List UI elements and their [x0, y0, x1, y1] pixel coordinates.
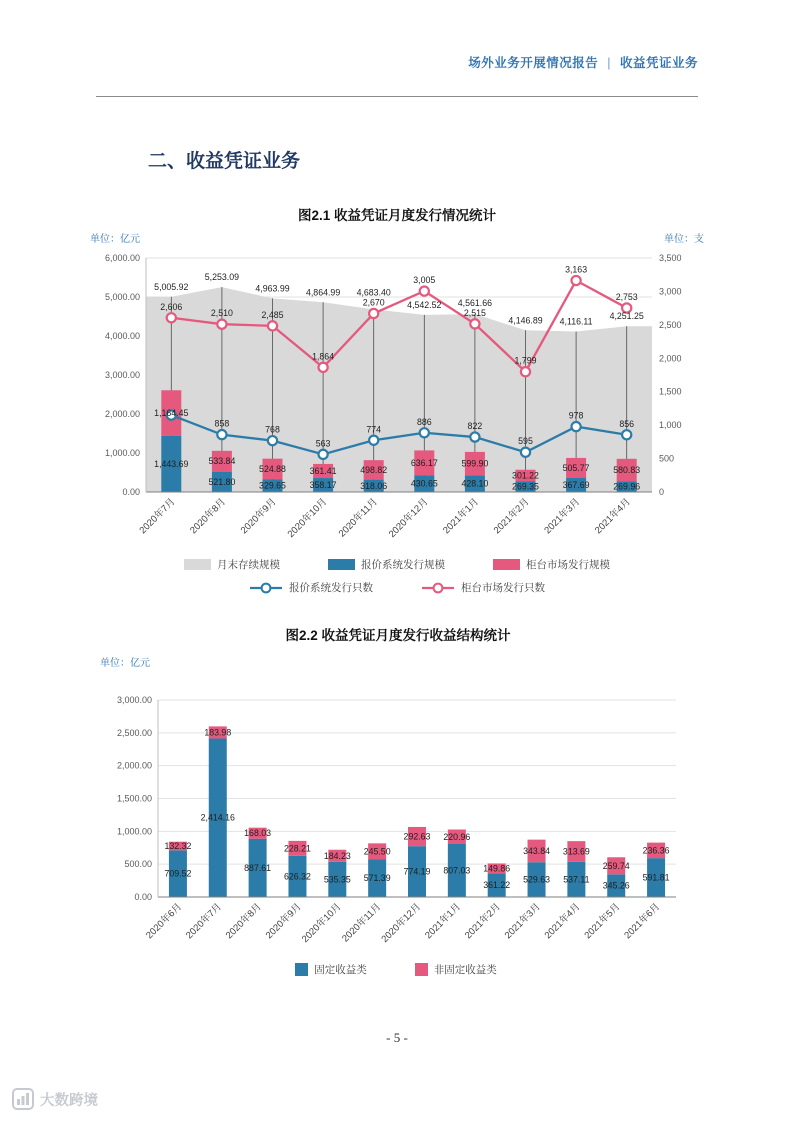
svg-text:2020年11月: 2020年11月 — [340, 901, 384, 945]
svg-text:0: 0 — [659, 487, 665, 497]
svg-text:595: 595 — [518, 436, 533, 447]
svg-text:524.88: 524.88 — [259, 463, 286, 474]
svg-text:单位：支: 单位：支 — [664, 234, 704, 245]
header-rule — [96, 96, 698, 97]
svg-text:1,164.45: 1,164.45 — [154, 407, 189, 418]
issuance-chart-legend — [86, 557, 708, 603]
svg-text:361.22: 361.22 — [483, 880, 511, 891]
svg-text:149.86: 149.86 — [483, 863, 511, 874]
svg-text:2,670: 2,670 — [362, 297, 385, 308]
svg-text:709.52: 709.52 — [164, 868, 192, 879]
svg-text:367.69: 367.69 — [562, 479, 590, 490]
legend-item — [415, 962, 497, 977]
svg-text:2021年3月: 2021年3月 — [542, 496, 583, 537]
svg-text:329.65: 329.65 — [259, 480, 286, 491]
svg-text:2,485: 2,485 — [261, 309, 284, 320]
svg-text:2021年4月: 2021年4月 — [542, 901, 583, 942]
svg-text:2021年2月: 2021年2月 — [491, 496, 532, 537]
legend-swatch-icon — [295, 963, 308, 976]
svg-text:313.69: 313.69 — [562, 846, 590, 857]
svg-text:361.41: 361.41 — [309, 465, 337, 476]
svg-text:580.83: 580.83 — [613, 465, 641, 476]
svg-text:2020年12月: 2020年12月 — [386, 496, 431, 540]
svg-text:184.23: 184.23 — [323, 850, 351, 861]
svg-text:2,000.00: 2,000.00 — [116, 760, 152, 771]
page-number: - 5 - — [386, 1030, 408, 1045]
legend-item — [184, 557, 280, 572]
report-header — [468, 53, 698, 71]
svg-text:2,515: 2,515 — [463, 307, 486, 318]
legend-item — [295, 962, 367, 977]
header-title-left: 场外业务开展情况报告 — [468, 56, 599, 70]
issuance-combo-chart — [86, 228, 708, 568]
svg-text:2020年8月: 2020年8月 — [223, 901, 264, 942]
svg-text:858: 858 — [214, 418, 230, 429]
legend-swatch-icon — [184, 559, 211, 570]
svg-text:183.98: 183.98 — [204, 727, 232, 738]
svg-text:269.96: 269.96 — [613, 481, 641, 492]
legend-label: 柜台市场发行规模 — [526, 559, 610, 571]
svg-text:571.39: 571.39 — [363, 873, 391, 884]
svg-text:2020年7月: 2020年7月 — [137, 496, 178, 537]
svg-text:599.90: 599.90 — [461, 458, 489, 469]
svg-text:537.11: 537.11 — [563, 874, 590, 885]
svg-text:2020年12月: 2020年12月 — [379, 901, 424, 945]
svg-text:886: 886 — [416, 416, 432, 427]
svg-text:4,561.66: 4,561.66 — [457, 297, 493, 308]
svg-text:2021年1月: 2021年1月 — [423, 901, 463, 942]
svg-text:2021年5月: 2021年5月 — [582, 901, 623, 942]
svg-text:500.00: 500.00 — [124, 859, 152, 870]
svg-text:2020年7月: 2020年7月 — [183, 901, 224, 942]
svg-text:345.26: 345.26 — [602, 880, 630, 891]
svg-text:228.21: 228.21 — [284, 843, 311, 854]
svg-text:220.96: 220.96 — [443, 831, 471, 842]
legend-label: 报价系统发行只数 — [289, 582, 373, 594]
svg-text:0.00: 0.00 — [134, 892, 152, 902]
svg-text:535.35: 535.35 — [323, 874, 351, 885]
svg-text:4,542.52: 4,542.52 — [407, 299, 442, 310]
svg-text:245.50: 245.50 — [363, 846, 391, 857]
svg-text:6,000.00: 6,000.00 — [104, 253, 140, 263]
legend-swatch-icon — [415, 963, 428, 976]
svg-text:498.82: 498.82 — [360, 464, 388, 475]
legend-label: 月末存续规模 — [217, 559, 280, 571]
svg-text:978: 978 — [568, 410, 584, 421]
svg-text:292.63: 292.63 — [403, 831, 431, 842]
svg-text:4,146.89: 4,146.89 — [508, 315, 543, 326]
svg-text:1,500: 1,500 — [659, 386, 682, 397]
svg-text:2020年6月: 2020年6月 — [144, 901, 185, 942]
svg-text:3,163: 3,163 — [565, 264, 588, 275]
svg-text:5,000.00: 5,000.00 — [104, 292, 140, 302]
svg-text:2,414.16: 2,414.16 — [200, 812, 235, 823]
svg-text:2020年9月: 2020年9月 — [238, 496, 279, 537]
svg-text:500: 500 — [659, 453, 675, 464]
svg-text:4,000.00: 4,000.00 — [104, 331, 140, 341]
legend-item — [328, 557, 445, 572]
svg-text:2,606: 2,606 — [160, 301, 183, 312]
legend-row — [96, 962, 696, 977]
svg-text:2020年8月: 2020年8月 — [188, 496, 229, 537]
svg-text:856: 856 — [619, 418, 635, 429]
svg-text:2020年11月: 2020年11月 — [336, 496, 380, 540]
svg-text:521.80: 521.80 — [208, 476, 236, 487]
section-title: 二、收益凭证业务 — [148, 151, 301, 172]
watermark-text: 大数跨境 — [40, 1092, 98, 1109]
svg-text:4,683.40: 4,683.40 — [356, 287, 391, 298]
svg-text:0.00: 0.00 — [122, 487, 140, 497]
svg-text:236.36: 236.36 — [642, 845, 670, 856]
svg-text:2,500.00: 2,500.00 — [116, 727, 152, 738]
header-separator: | — [607, 56, 611, 70]
svg-text:1,799: 1,799 — [514, 355, 537, 366]
legend-label: 报价系统发行规模 — [361, 559, 445, 571]
svg-text:343.84: 343.84 — [523, 845, 550, 856]
svg-text:822: 822 — [467, 421, 483, 432]
svg-text:1,000.00: 1,000.00 — [116, 826, 152, 837]
legend-item — [493, 557, 610, 572]
svg-text:132.32: 132.32 — [164, 841, 192, 852]
legend-row — [86, 557, 708, 572]
svg-text:1,443.69: 1,443.69 — [154, 458, 189, 469]
legend-item — [421, 580, 545, 595]
svg-text:3,000.00: 3,000.00 — [104, 370, 140, 380]
income-structure-legend — [96, 962, 696, 985]
svg-text:2,000.00: 2,000.00 — [104, 409, 140, 419]
svg-text:563: 563 — [315, 438, 331, 449]
svg-text:768: 768 — [265, 424, 280, 435]
svg-text:269.35: 269.35 — [512, 481, 539, 492]
watermark — [12, 1088, 98, 1110]
svg-text:301.22: 301.22 — [512, 470, 539, 481]
svg-text:3,000.00: 3,000.00 — [116, 695, 152, 705]
svg-text:3,005: 3,005 — [413, 275, 436, 286]
legend-label: 固定收益类 — [314, 964, 367, 976]
svg-text:2020年10月: 2020年10月 — [299, 901, 344, 945]
svg-text:4,963.99: 4,963.99 — [255, 283, 290, 294]
svg-text:1,000: 1,000 — [659, 420, 682, 431]
svg-text:430.65: 430.65 — [410, 478, 438, 489]
chart1-title: 图2.1 收益凭证月度发行情况统计 — [297, 208, 497, 223]
legend-line-marker-icon — [249, 582, 283, 594]
legend-swatch-icon — [328, 559, 355, 570]
svg-text:2,510: 2,510 — [210, 308, 233, 319]
svg-text:2021年3月: 2021年3月 — [502, 901, 543, 942]
legend-line-marker-icon — [421, 582, 455, 594]
svg-text:2021年2月: 2021年2月 — [462, 901, 503, 942]
svg-text:单位：亿元: 单位：亿元 — [100, 658, 150, 669]
watermark-logo-icon — [12, 1088, 34, 1110]
legend-swatch-icon — [493, 559, 520, 570]
svg-text:单位：亿元: 单位：亿元 — [90, 234, 140, 245]
svg-text:5,253.09: 5,253.09 — [204, 272, 240, 283]
svg-text:591.81: 591.81 — [642, 872, 670, 883]
legend-row — [86, 580, 708, 595]
svg-text:533.84: 533.84 — [208, 456, 236, 467]
svg-text:428.10: 428.10 — [461, 478, 489, 489]
header-title-right: 收益凭证业务 — [619, 56, 698, 70]
svg-text:4,864.99: 4,864.99 — [305, 287, 341, 298]
svg-text:1,500.00: 1,500.00 — [116, 793, 152, 804]
svg-text:2021年6月: 2021年6月 — [622, 901, 663, 942]
svg-text:168.03: 168.03 — [244, 828, 272, 839]
svg-text:2020年9月: 2020年9月 — [263, 901, 304, 942]
svg-text:529.63: 529.63 — [523, 874, 550, 885]
svg-text:259.74: 259.74 — [602, 860, 630, 871]
svg-text:4,251.25: 4,251.25 — [609, 311, 644, 322]
svg-text:1,864: 1,864 — [312, 351, 335, 362]
svg-text:636.17: 636.17 — [410, 457, 438, 468]
svg-text:3,500: 3,500 — [659, 253, 682, 263]
svg-text:318.06: 318.06 — [360, 480, 388, 491]
svg-text:4,116.11: 4,116.11 — [559, 316, 593, 327]
svg-text:5,005.92: 5,005.92 — [154, 281, 189, 292]
svg-text:358.17: 358.17 — [309, 480, 337, 491]
svg-text:1,000.00: 1,000.00 — [104, 448, 140, 458]
svg-text:774: 774 — [366, 424, 382, 435]
svg-text:3,000: 3,000 — [659, 286, 682, 297]
svg-text:2020年10月: 2020年10月 — [285, 496, 330, 540]
svg-text:887.61: 887.61 — [244, 862, 272, 873]
svg-text:2,000: 2,000 — [659, 353, 682, 364]
svg-text:505.77: 505.77 — [562, 462, 590, 473]
svg-text:626.32: 626.32 — [284, 871, 311, 882]
svg-text:2021年4月: 2021年4月 — [592, 496, 633, 537]
svg-text:2,500: 2,500 — [659, 319, 682, 330]
svg-text:807.03: 807.03 — [443, 865, 471, 876]
income-structure-chart — [96, 652, 696, 964]
legend-label: 非固定收益类 — [433, 964, 497, 976]
svg-text:2021年1月: 2021年1月 — [441, 496, 482, 537]
legend-item — [249, 580, 373, 595]
legend-label: 柜台市场发行只数 — [461, 582, 545, 594]
chart2-title: 图2.2 收益凭证月度发行收益结构统计 — [285, 628, 511, 643]
svg-text:774.19: 774.19 — [403, 866, 431, 877]
svg-text:2,753: 2,753 — [615, 291, 638, 302]
